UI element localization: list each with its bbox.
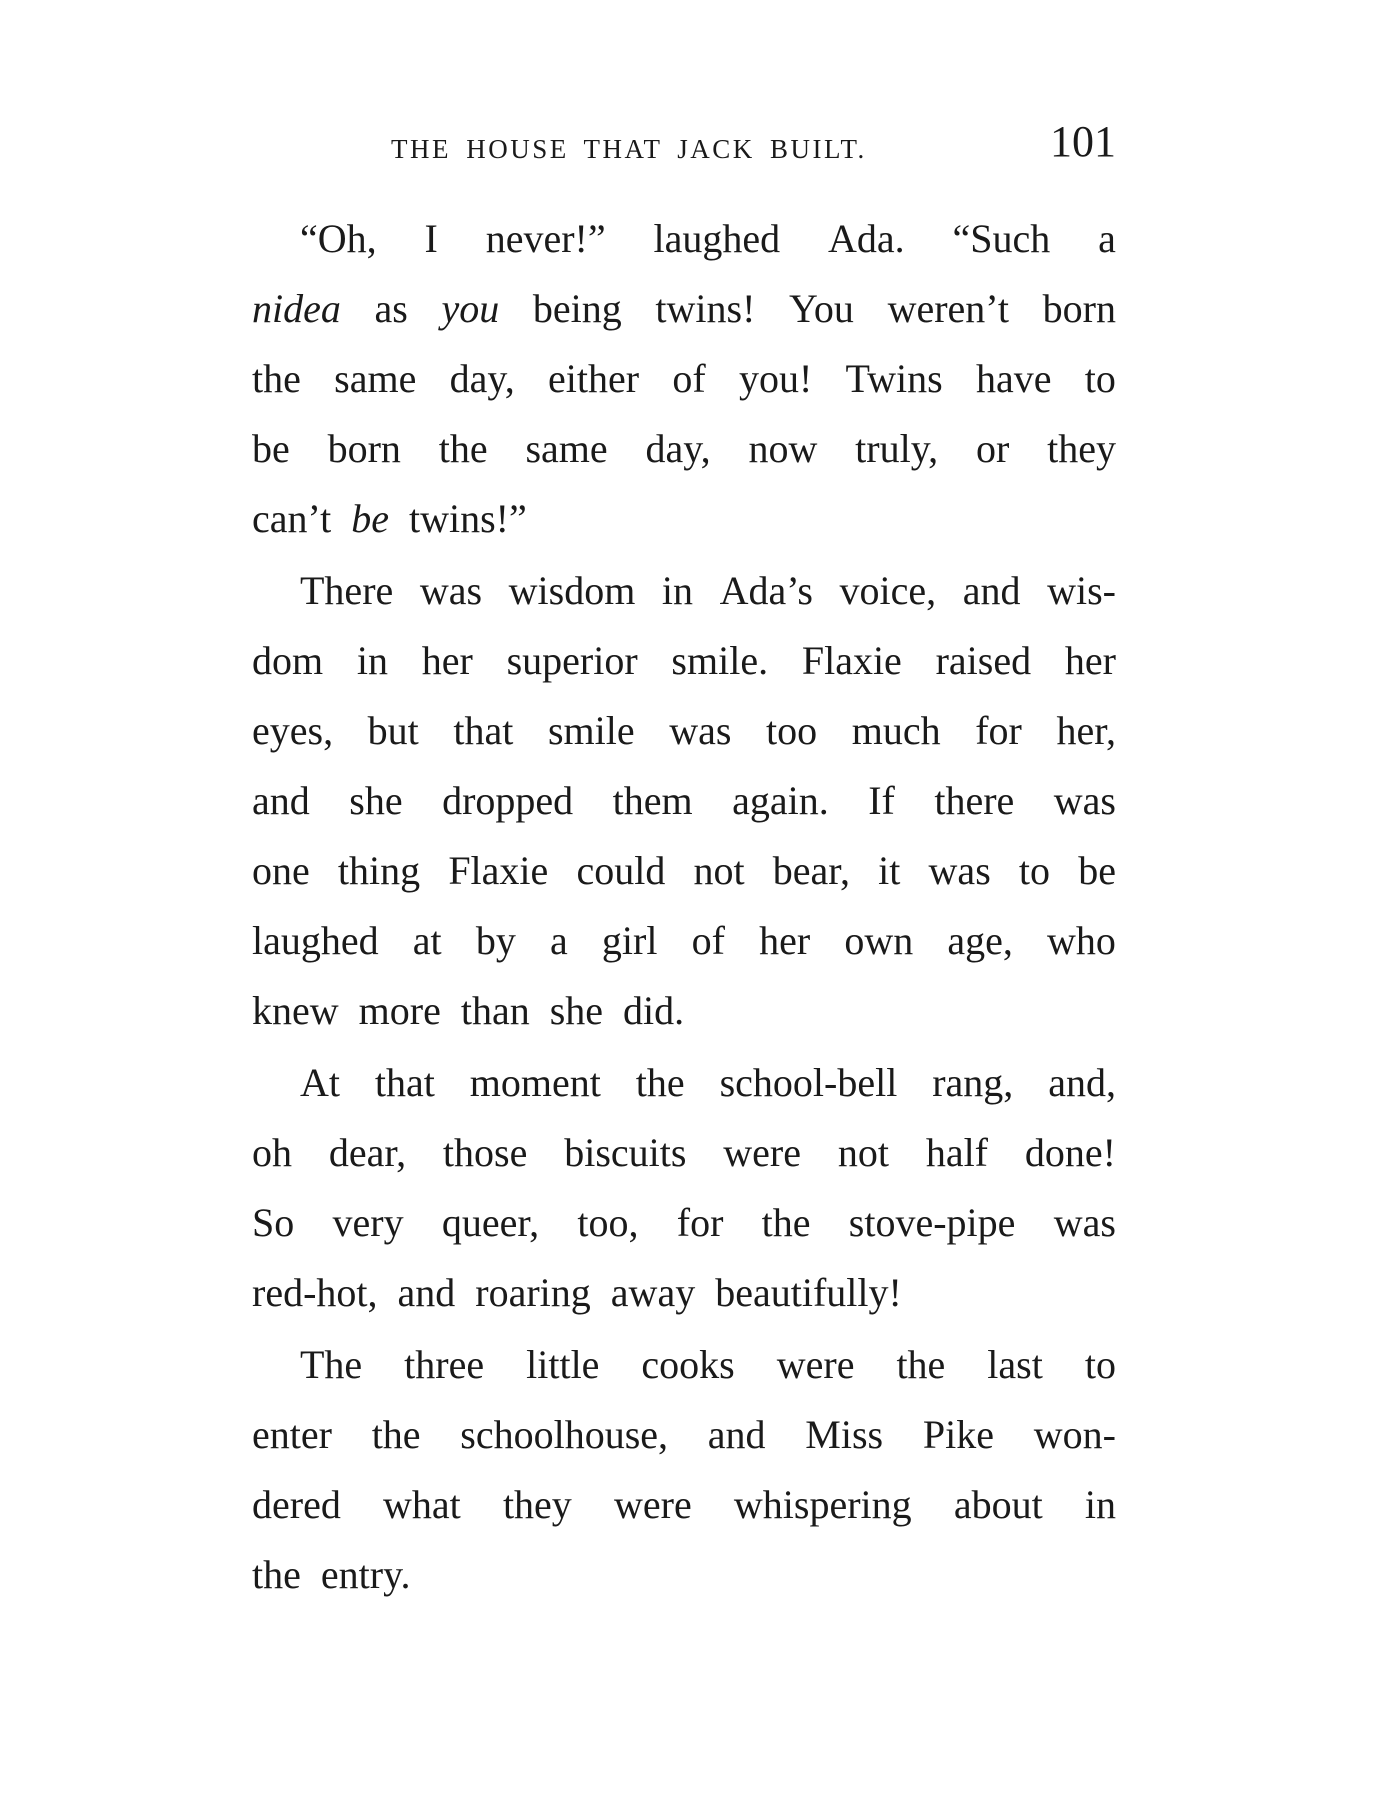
word: she bbox=[549, 988, 604, 1033]
word: Ada’s bbox=[719, 568, 813, 613]
word: you! bbox=[738, 356, 813, 401]
word: won- bbox=[1033, 1412, 1116, 1457]
text-line bbox=[252, 414, 1116, 484]
word: she bbox=[349, 778, 403, 823]
word: or bbox=[975, 426, 1010, 471]
word: “Such bbox=[952, 216, 1051, 261]
word: the bbox=[371, 1412, 421, 1457]
word: At bbox=[300, 1060, 340, 1105]
word: did. bbox=[623, 988, 685, 1033]
word: roaring bbox=[475, 1270, 591, 1315]
word: dear, bbox=[328, 1130, 407, 1175]
text-line bbox=[252, 976, 1116, 1046]
word: there bbox=[934, 778, 1015, 823]
word: raised bbox=[935, 638, 1032, 683]
word: dom bbox=[252, 638, 324, 683]
word: was bbox=[669, 708, 732, 753]
page-number: 101 bbox=[1050, 117, 1116, 166]
word: who bbox=[1047, 918, 1116, 963]
word: you bbox=[441, 286, 500, 331]
word: same bbox=[334, 356, 417, 401]
word: those bbox=[442, 1130, 528, 1175]
text-line bbox=[252, 836, 1116, 906]
word: never!” bbox=[485, 216, 606, 261]
word: If bbox=[868, 778, 895, 823]
word: much bbox=[851, 708, 941, 753]
text-line bbox=[252, 344, 1116, 414]
word: was bbox=[419, 568, 483, 613]
text-line bbox=[252, 274, 1116, 344]
word: the bbox=[252, 356, 301, 401]
word: could bbox=[576, 848, 666, 893]
word: schoolhouse, bbox=[460, 1412, 669, 1457]
word: too, bbox=[577, 1200, 639, 1245]
word: her bbox=[421, 638, 473, 683]
word: truly, bbox=[855, 426, 939, 471]
word: by bbox=[475, 918, 516, 963]
word: a bbox=[1098, 216, 1116, 261]
word: to bbox=[1018, 848, 1051, 893]
word: born bbox=[1042, 286, 1116, 331]
word: the bbox=[896, 1342, 946, 1387]
text-line bbox=[252, 1540, 1116, 1610]
word: of bbox=[672, 356, 706, 401]
word: and, bbox=[1048, 1060, 1116, 1105]
word: smile bbox=[547, 708, 635, 753]
word: thing bbox=[337, 848, 421, 893]
word: in bbox=[661, 568, 694, 613]
word: were bbox=[613, 1482, 692, 1527]
word: girl bbox=[601, 918, 658, 963]
word: “Oh, bbox=[300, 216, 377, 261]
word: the bbox=[252, 1552, 301, 1597]
word: I bbox=[424, 216, 438, 261]
word: be bbox=[1078, 848, 1116, 893]
word: was bbox=[928, 848, 991, 893]
word: what bbox=[383, 1482, 461, 1527]
word: and bbox=[962, 568, 1021, 613]
word: not bbox=[837, 1130, 889, 1175]
text-line bbox=[252, 1330, 1116, 1400]
text-line bbox=[252, 906, 1116, 976]
word: school-bell bbox=[719, 1060, 898, 1105]
word: very bbox=[332, 1200, 404, 1245]
word: was bbox=[1053, 1200, 1116, 1245]
paragraph-4 bbox=[252, 1330, 1116, 1610]
word: enter bbox=[252, 1412, 332, 1457]
word: for bbox=[975, 708, 1022, 753]
word: in bbox=[356, 638, 388, 683]
word: three bbox=[404, 1342, 485, 1387]
word: oh bbox=[252, 1130, 292, 1175]
word: eyes, bbox=[252, 708, 334, 753]
word: little bbox=[526, 1342, 600, 1387]
running-title: THE HOUSE THAT JACK BUILT. bbox=[391, 134, 867, 164]
text-line bbox=[252, 204, 1116, 274]
word: Flaxie bbox=[801, 638, 902, 683]
word: and bbox=[397, 1270, 456, 1315]
word: weren’t bbox=[887, 286, 1010, 331]
paragraph-2 bbox=[252, 556, 1116, 1046]
text-line bbox=[252, 696, 1116, 766]
word: dered bbox=[252, 1482, 341, 1527]
word: that bbox=[374, 1060, 435, 1105]
word: away bbox=[610, 1270, 696, 1315]
word: day, bbox=[449, 356, 515, 401]
word: moment bbox=[469, 1060, 601, 1105]
word: to bbox=[1084, 356, 1116, 401]
word: and bbox=[252, 778, 310, 823]
word: be bbox=[351, 496, 389, 541]
word: more bbox=[358, 988, 441, 1033]
word: now bbox=[748, 426, 818, 471]
word: her bbox=[1064, 638, 1116, 683]
word: last bbox=[987, 1342, 1043, 1387]
word: not bbox=[693, 848, 745, 893]
word: The bbox=[300, 1342, 363, 1387]
word: too bbox=[766, 708, 818, 753]
paragraph-3 bbox=[252, 1048, 1116, 1328]
word: and bbox=[707, 1412, 766, 1457]
word: them bbox=[612, 778, 693, 823]
word: voice, bbox=[839, 568, 937, 613]
word: laughed bbox=[252, 918, 379, 963]
word: were bbox=[776, 1342, 855, 1387]
word: Pike bbox=[922, 1412, 994, 1457]
word: wisdom bbox=[508, 568, 636, 613]
word: again. bbox=[732, 778, 829, 823]
word: rang, bbox=[932, 1060, 1014, 1105]
text-line bbox=[252, 1118, 1116, 1188]
word: twins!” bbox=[408, 496, 527, 541]
word: cooks bbox=[641, 1342, 735, 1387]
word: day, bbox=[645, 426, 711, 471]
word: either bbox=[548, 356, 640, 401]
word: dropped bbox=[442, 778, 574, 823]
word: a bbox=[549, 918, 568, 963]
word: superior bbox=[506, 638, 638, 683]
word: have bbox=[976, 356, 1052, 401]
word: for bbox=[676, 1200, 724, 1245]
word: at bbox=[412, 918, 442, 963]
text-line bbox=[252, 1048, 1116, 1118]
word: her, bbox=[1056, 708, 1116, 753]
text-line bbox=[252, 484, 1116, 554]
running-head bbox=[252, 116, 1116, 176]
word: nidea bbox=[252, 286, 341, 331]
word: twins! bbox=[655, 286, 756, 331]
word: it bbox=[878, 848, 901, 893]
word: her bbox=[759, 918, 811, 963]
word: You bbox=[789, 286, 854, 331]
word: can’t bbox=[252, 496, 332, 541]
word: born bbox=[327, 426, 401, 471]
word: half bbox=[925, 1130, 988, 1175]
word: queer, bbox=[441, 1200, 540, 1245]
word: the bbox=[761, 1200, 811, 1245]
word: of bbox=[691, 918, 725, 963]
word: wis- bbox=[1047, 568, 1116, 613]
word: be bbox=[252, 426, 290, 471]
word: Miss bbox=[805, 1412, 884, 1457]
word: the bbox=[635, 1060, 685, 1105]
word: same bbox=[525, 426, 608, 471]
text-line bbox=[252, 1400, 1116, 1470]
text-line bbox=[252, 1258, 1116, 1328]
word: Ada. bbox=[828, 216, 905, 261]
word: Twins bbox=[845, 356, 943, 401]
word: stove-pipe bbox=[848, 1200, 1016, 1245]
text-line bbox=[252, 1470, 1116, 1540]
word: being bbox=[532, 286, 622, 331]
word: were bbox=[723, 1130, 801, 1175]
word: entry. bbox=[320, 1552, 411, 1597]
text-line bbox=[252, 1188, 1116, 1258]
word: in bbox=[1084, 1482, 1116, 1527]
word: one bbox=[252, 848, 310, 893]
word: beautifully! bbox=[715, 1270, 902, 1315]
word: about bbox=[953, 1482, 1043, 1527]
word: red-hot, bbox=[252, 1270, 378, 1315]
word: they bbox=[1047, 426, 1116, 471]
word: that bbox=[453, 708, 514, 753]
word: knew bbox=[252, 988, 339, 1033]
word: done! bbox=[1024, 1130, 1116, 1175]
word: Flaxie bbox=[448, 848, 549, 893]
word: than bbox=[460, 988, 530, 1033]
word: So bbox=[252, 1200, 295, 1245]
word: There bbox=[300, 568, 394, 613]
word: whispering bbox=[733, 1482, 912, 1527]
word: but bbox=[367, 708, 419, 753]
word: to bbox=[1084, 1342, 1116, 1387]
text-line bbox=[252, 556, 1116, 626]
word: laughed bbox=[653, 216, 781, 261]
word: smile. bbox=[671, 638, 769, 683]
body-text bbox=[252, 204, 1116, 1612]
word: biscuits bbox=[564, 1130, 687, 1175]
word: bear, bbox=[772, 848, 850, 893]
word: own bbox=[844, 918, 914, 963]
word: was bbox=[1053, 778, 1116, 823]
paragraph-1 bbox=[252, 204, 1116, 554]
text-line bbox=[252, 626, 1116, 696]
word: as bbox=[374, 286, 408, 331]
word: the bbox=[438, 426, 488, 471]
text-line bbox=[252, 766, 1116, 836]
word: they bbox=[502, 1482, 572, 1527]
word: age, bbox=[947, 918, 1013, 963]
